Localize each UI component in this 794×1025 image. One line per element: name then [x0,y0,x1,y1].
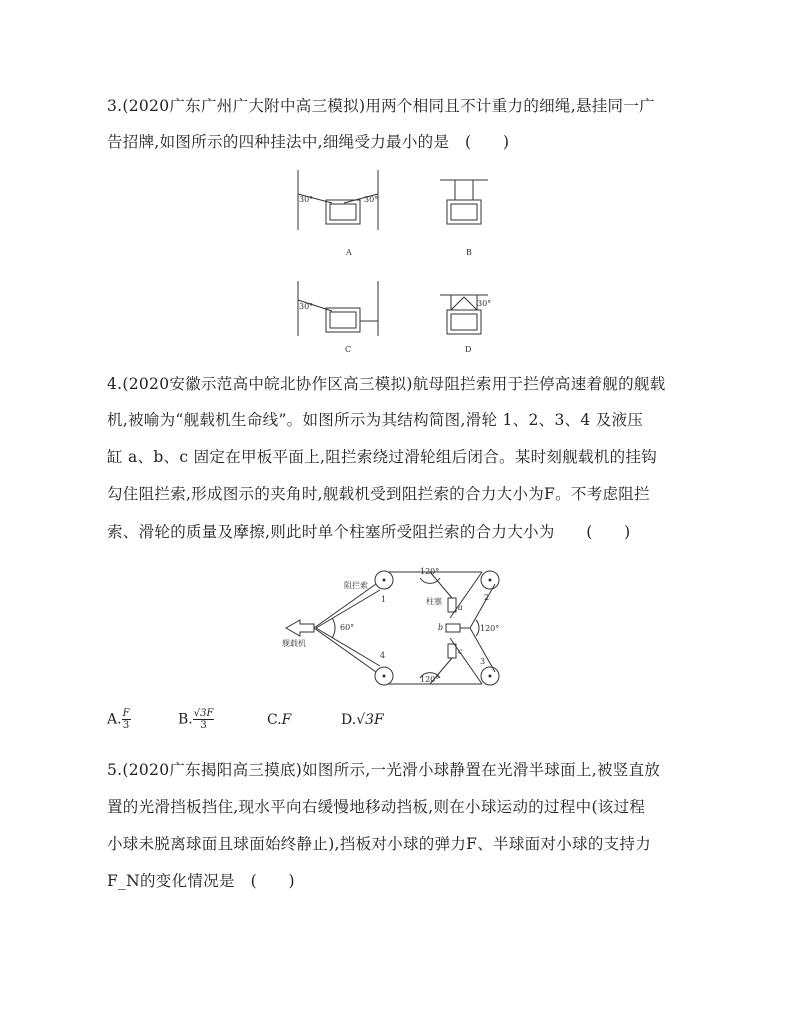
option-a[interactable] [107,708,131,731]
option-a-prefix: A. [107,711,122,728]
cyl-b-label: b [438,623,444,632]
q3-figure [290,168,500,363]
pulley-2-label: 2 [484,593,490,602]
q5-line-3: 小球未脱离球面且球面始终静止),挡板对小球的弹力F、半球面对小球的支持力 [107,835,652,853]
angle-plane: 60° [340,623,355,632]
pulley-4-label: 4 [380,651,386,660]
q3-line-2: 告招牌,如图所示的四种挂法中,细绳受力最小的是 ( ) [107,133,510,151]
cyl-c-label: c [458,647,463,656]
option-c-prefix: C. [267,712,282,728]
option-d-prefix: D. [341,712,357,728]
angle-right: 120° [480,624,500,633]
option-a-frac [122,708,131,731]
label-c: C [345,345,352,354]
angle-top: 120° [420,567,440,576]
cyl-a-label: a [458,603,463,612]
q3-line-1: 3.(2020广东广州广大附中高三模拟)用两个相同且不计重力的细绳,悬挂同一广 [107,97,655,115]
q5-line-2: 置的光滑挡板挡住,现水平向右缓慢地移动挡板,则在小球运动的过程中(该过程 [107,798,646,816]
option-a-den: 3 [122,720,130,731]
angle-a-right: 30° [364,195,379,204]
option-b[interactable] [178,708,214,731]
q4-line-4: 勾住阻拦索,形成图示的夹角时,舰载机受到阻拦索的合力大小为F。不考虑阻拦 [107,485,650,503]
q4-line-5: 索、滑轮的质量及摩擦,则此时单个柱塞所受阻拦索的合力大小为 ( ) [107,523,631,541]
figure-a [298,170,378,257]
option-b-den: 3 [200,720,207,731]
plunger-label: 柱塞 [426,597,442,606]
label-a: A [346,248,352,257]
cylinder-b [446,624,460,632]
q4-line-1: 4.(2020安徽示范高中皖北协作区高三模拟)航母阻拦索用于拦停高速着舰的舰载 [107,375,666,393]
option-c-val: F [281,712,292,728]
label-d: D [465,345,472,354]
angle-a-left: 30° [299,195,314,204]
q4-figure [280,560,520,690]
figure-b [440,180,488,257]
q4-line-2: 机,被喻为“舰载机生命线”。如图所示为其结构简图,滑轮 1、2、3、4 及液压 [107,411,644,429]
plane-label: 舰载机 [282,639,306,648]
angle-d: 30° [477,299,492,308]
angle-bottom: 120° [420,675,440,684]
figure-d [440,295,491,354]
option-a-num: F [122,708,130,719]
q5-line-1: 5.(2020广东揭阳高三摸底)如图所示,一光滑小球静置在光滑半球面上,被竖直放 [107,761,661,779]
figure-c [298,281,378,354]
q4-line-3: 缸 a、b、c 固定在甲板平面上,阻拦索绕过滑轮组后闭合。某时刻舰载机的挂钩 [107,448,658,466]
option-b-frac [193,708,215,731]
plane-icon [286,620,314,636]
q5-line-4: F_N的变化情况是 ( ) [107,872,295,890]
pulley-1-label: 1 [381,595,387,604]
label-b: B [466,248,472,257]
cylinder-a [448,598,456,612]
cable-label: 阻拦索 [344,581,368,590]
option-d[interactable] [341,712,384,728]
angle-c: 30° [299,302,314,311]
option-b-num: √3F [193,708,214,719]
pulley-3-label: 3 [480,657,486,666]
option-c[interactable] [267,712,291,728]
cylinder-c [448,644,456,658]
option-b-prefix: B. [178,711,193,728]
option-d-val: √3F [356,712,384,728]
